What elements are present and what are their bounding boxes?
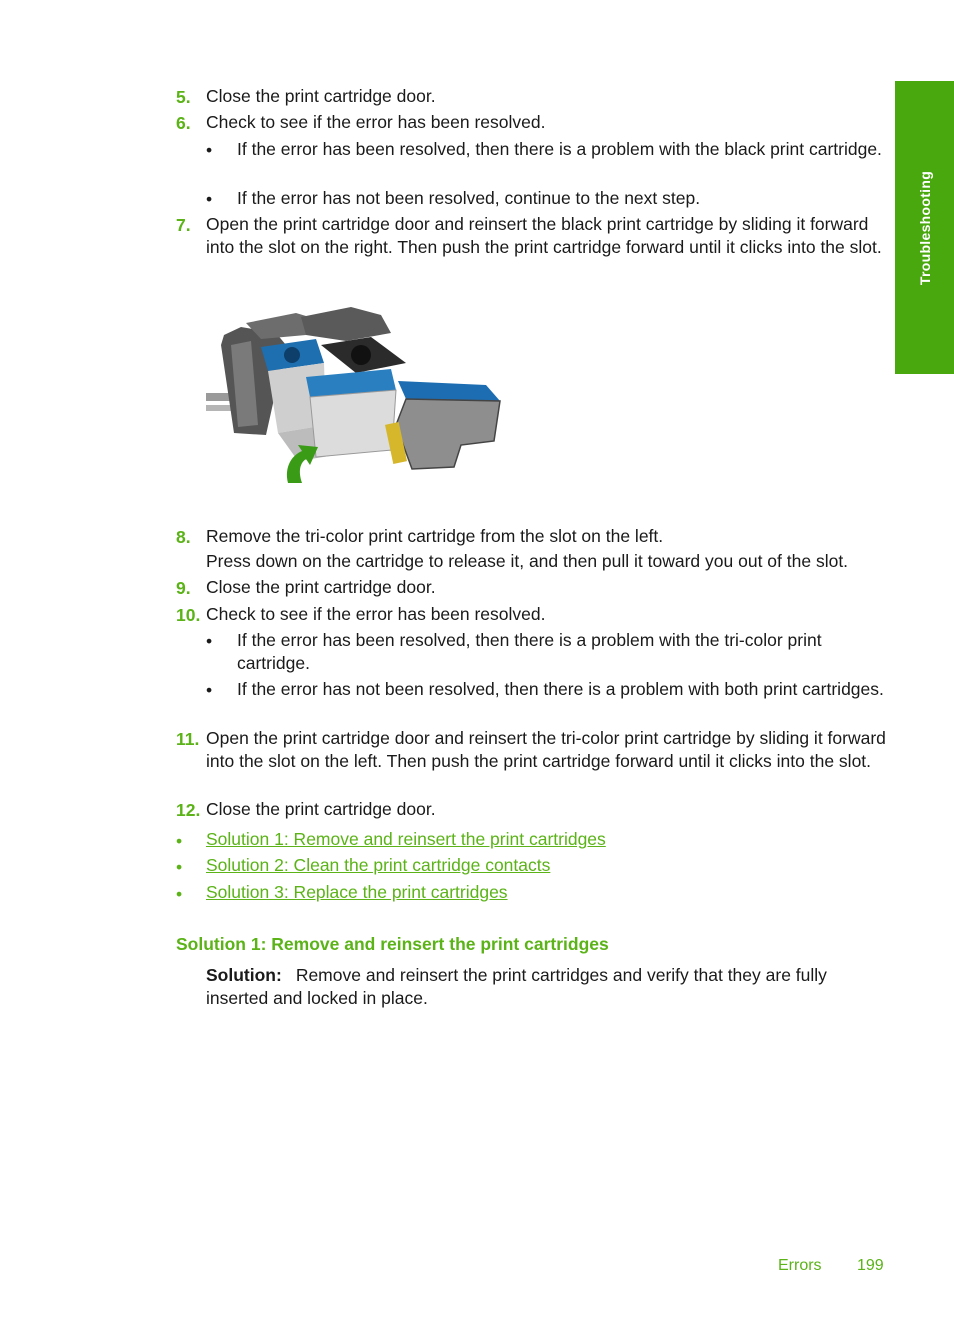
section-heading: Solution 1: Remove and reinsert the print cartridges [176, 934, 609, 954]
cartridge-insert-figure [206, 305, 506, 490]
footer-page-number: 199 [857, 1257, 884, 1274]
step-text: Check to see if the error has been resolved. [206, 604, 546, 624]
step-number: 11. [176, 729, 200, 749]
footer-section-name: Errors [778, 1257, 822, 1274]
bullet-text: If the error has not been resolved, continue to the next step. [237, 188, 701, 208]
step-text: Close the print cartridge door. [206, 799, 436, 819]
step-number: 5. [176, 87, 191, 107]
step-subtext: Press down on the cartridge to release it, and then pull it toward you out of the slot. [206, 551, 849, 571]
bullet: • [206, 631, 213, 651]
step-text: Open the print cartridge door and reinsert the tri-color print cartridge by sliding it forward into the slot on the left. Then push the print cartridge forward until it clicks into the slot. [206, 728, 886, 771]
solution-label: Solution: [206, 965, 282, 985]
link-bullet: • [176, 857, 183, 877]
step-number: 12. [176, 800, 201, 820]
step-number: 10. [176, 605, 201, 625]
step-text: Remove the tri-color print cartridge from the slot on the left. [206, 526, 664, 546]
step-number: 6. [176, 113, 191, 133]
bullet-text: If the error has been resolved, then there is a problem with the black print cartridge. [237, 139, 882, 159]
step-number: 7. [176, 215, 191, 235]
step-number: 9. [176, 578, 191, 598]
step-text: Close the print cartridge door. [206, 577, 436, 597]
bullet: • [206, 189, 213, 209]
link-bullet: • [176, 884, 183, 904]
step-text: Close the print cartridge door. [206, 86, 436, 106]
link-solution-2[interactable]: Solution 2: Clean the print cartridge contacts [206, 855, 551, 875]
link-solution-3[interactable]: Solution 3: Replace the print cartridges [206, 882, 508, 902]
side-tab-label: Troubleshooting [916, 170, 933, 285]
link-bullet: • [176, 831, 183, 851]
bullet-text: If the error has been resolved, then there is a problem with the tri-color print cartridge. [237, 630, 822, 673]
link-solution-1[interactable]: Solution 1: Remove and reinsert the print cartridges [206, 829, 606, 849]
bullet: • [206, 680, 213, 700]
bullet-text: If the error has not been resolved, then there is a problem with both print cartridges. [237, 679, 884, 699]
solution-text: Remove and reinsert the print cartridges and verify that they are fully inserted and locked in place. [206, 965, 827, 1008]
bullet: • [206, 140, 213, 160]
step-number: 8. [176, 527, 191, 547]
step-text: Check to see if the error has been resolved. [206, 112, 546, 132]
solution-paragraph [206, 964, 890, 1010]
step-text: Open the print cartridge door and reinsert the black print cartridge by sliding it forward into the slot on the right. Then push the print cartridge forward until it clicks into the slot. [206, 214, 882, 257]
side-tab [895, 81, 954, 374]
